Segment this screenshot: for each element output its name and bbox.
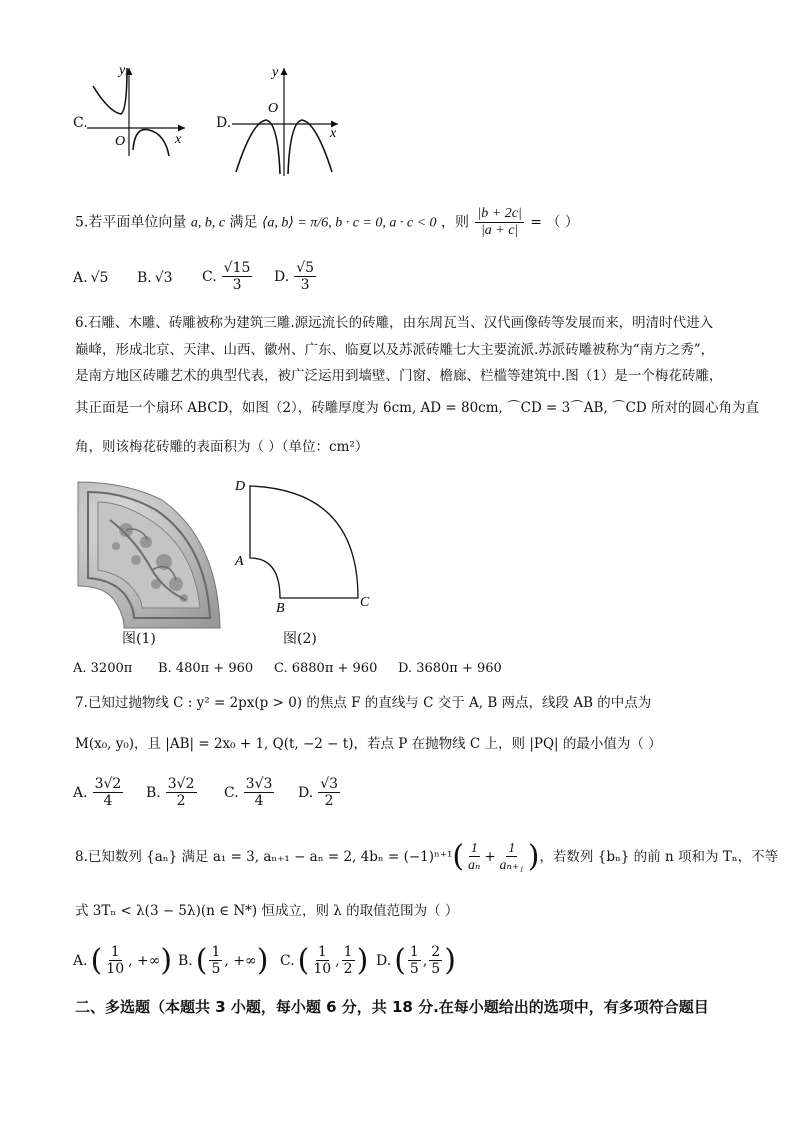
q6-option-d[interactable]: D. 3680π + 960 [398,661,502,676]
sector-ring-figure [230,470,380,620]
fig2-caption: 图(2) [283,631,317,647]
q5-expr-den: |a + c| [480,223,519,238]
q8-option-a[interactable]: A. ( $\frac{1}{10}$ , +∞ ) [73,942,173,978]
point-c-label: C [360,595,370,610]
q5-condition: ⟨a, b⟩ = π/6, b · c = 0, a · c < 0 [261,215,437,231]
q6-line-5: 角，则该梅花砖雕的表面积为（ ）（单位：cm²） [75,439,369,455]
q5-stem: 5.若平面单位向量 [75,214,187,231]
brick-carving-photo [76,480,222,630]
q7-option-a[interactable]: A. $\frac{3√2}{4}$ [73,776,122,809]
q8-option-d[interactable]: D. ( $\frac{1}{5}$ , $\frac{2}{5}$ ) [376,942,456,978]
q7-option-b[interactable]: B. $\frac{3√2}{2}$ [146,776,195,809]
q6-line-3: 是南方地区砖雕艺术的典型代表，被广泛运用到墙壁、门窗、檐廊、栏槛等建筑中.图（1）是一个梅花砖雕， [75,368,723,384]
c-axis-x: x [175,132,182,147]
point-a-label: A [235,554,244,569]
option-c-graph [85,60,195,160]
q5-tail: = （ ） [530,214,579,231]
q6-line-4: 其正面是一个扇环 ABCD，如图（2），砖雕厚度为 6cm, AD = 80cm, ⌒CD = 3⌒AB, ⌒CD 所对的圆心角为直 [75,400,759,416]
q5-expression [475,206,523,239]
q8-stem: 8.已知数列 {aₙ} 满足 a₁ = 3, aₙ₊₁ − aₙ = 2, 4bₙ = (−1)ⁿ⁺¹ [75,848,453,865]
option-c-label: C. [73,115,88,131]
q5-cond-label: 满足 [229,214,258,231]
fig1-caption: 图(1) [122,631,156,647]
q7-option-d[interactable]: D. $\frac{√3}{2}$ [298,776,339,809]
d-origin: O [268,101,279,116]
q5-option-d[interactable]: D. $\frac{√5}{3}$ [274,260,315,293]
d-axis-x: x [330,126,337,141]
q6-option-a[interactable]: A. 3200π [73,661,133,676]
q7-line-2: M(x₀, y₀)，且 |AB| = 2x₀ + 1, Q(t, −2 − t)，若点 P 在抛物线 C 上，则 |PQ| 的最小值为（ ） [75,736,662,752]
section-2-title: 二、多选题（本题共 3 小题，每小题 6 分，共 18 分.在每小题给出的选项中，有多项符合题目 [75,998,709,1016]
q6-line-1: 6.石雕、木雕、砖雕被称为建筑三雕.源远流长的砖雕，由东周瓦当、汉代画像砖等发展而来，明清时代进入 [75,315,714,331]
point-b-label: B [276,601,285,616]
option-d-label: D. [216,115,232,131]
q6-option-c[interactable]: C. 6880π + 960 [274,661,378,676]
q7-option-c[interactable]: C. $\frac{3√3}{4}$ [224,776,273,809]
point-d-label: D [235,479,246,494]
q8-line-2: 式 3Tₙ < λ(3 − 5λ)(n ∈ N*) 恒成立，则 λ 的取值范围为（ ） [75,903,459,919]
q6-option-b[interactable]: B. 480π + 960 [158,661,254,676]
q8-line-1: 8.已知数列 {aₙ} 满足 a₁ = 3, aₙ₊₁ − aₙ = 2, 4bₙ = (−1)ⁿ⁺¹ ( $\frac{1}{\text{aₙ}}$ + $\frac{1}{\text{aₙ₊₁}}$ ) ，若数列 {bₙ} 的前 n 项和为 Tₙ，不等 [75,838,779,874]
q8-option-b[interactable]: B. ( $\frac{1}{5}$ , +∞ ) [178,942,269,978]
q5-option-a[interactable]: A. √5 [73,270,109,286]
q5-expr-num: |b + 2c| [477,206,522,221]
q6-line-2: 巅峰，形成北京、天津、山西、徽州、广东、临夏以及苏派砖雕七大主要流派.苏派砖雕被称为“南方之秀”， [75,342,715,358]
c-origin: O [115,134,126,149]
q7-line-1: 7.已知过抛物线 C : y² = 2px(p > 0) 的焦点 F 的直线与 C 交于 A, B 两点，线段 AB 的中点为 [75,695,652,711]
q8-stem-tail: ，若数列 {bₙ} 的前 n 项和为 Tₙ，不等 [539,848,779,865]
c-axis-y: y [119,63,126,78]
q5-option-c[interactable]: C. $\frac{√15}{3}$ [202,260,251,293]
d-axis-y: y [272,65,279,80]
q8-option-c[interactable]: C. ( $\frac{1}{10}$ , $\frac{1}{2}$ ) [280,942,369,978]
q5-vectors: a, b, c [190,215,226,231]
q5-stem-line [75,206,579,239]
q5-then: ，则 [441,214,469,231]
q5-option-b[interactable]: B. √3 [137,270,173,286]
option-d-graph [230,60,350,180]
